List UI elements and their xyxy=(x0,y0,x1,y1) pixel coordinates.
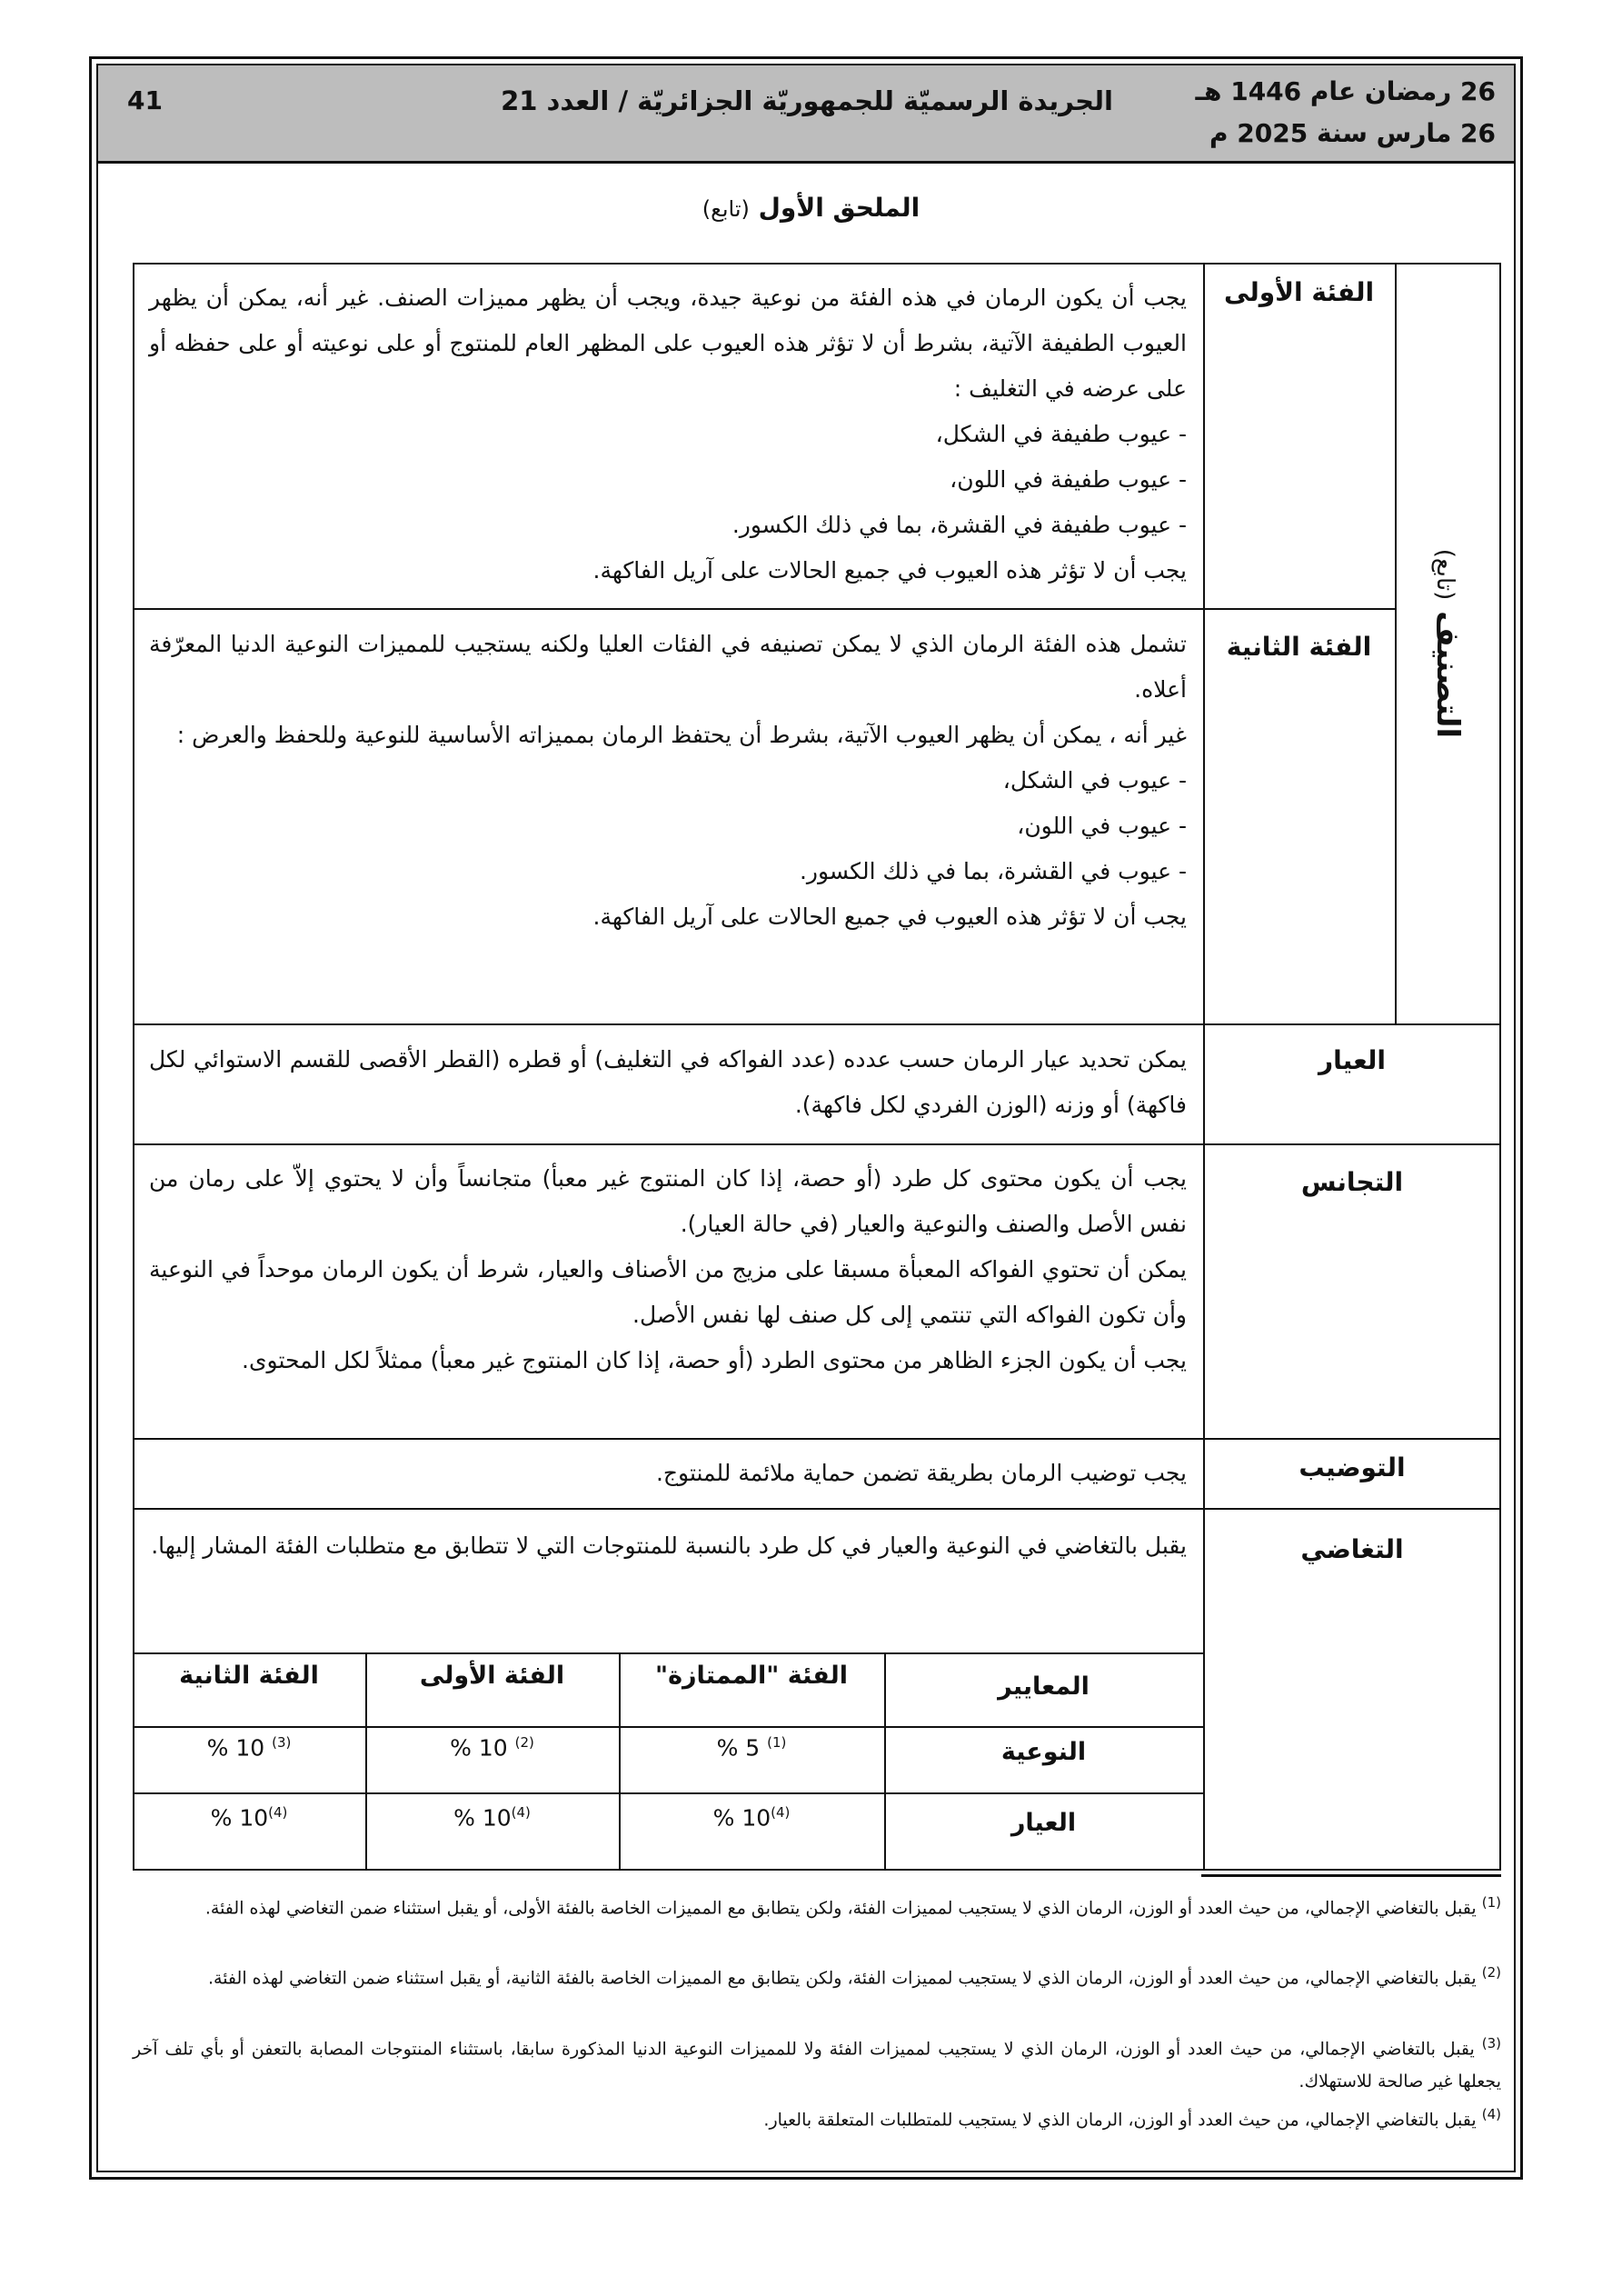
paragraph: يقبل بالتغاضي في النوعية والعيار في كل طرد بالنسبة للمنتوجات التي لا تتطابق مع متطلبات الفئة المشار إليها. xyxy=(151,1532,1187,1559)
divider xyxy=(133,608,1395,610)
footnote-ref: (4) xyxy=(268,1804,288,1821)
row-label-class-1: الفئة الأولى xyxy=(1223,277,1375,307)
tol-value: 10 % xyxy=(450,1734,508,1762)
tol-value: 10 % xyxy=(206,1734,265,1762)
footnote-ref: (3) xyxy=(272,1734,292,1751)
divider xyxy=(133,1652,1203,1654)
tol-cell xyxy=(133,1804,365,1831)
tol-header-extra: الفئة "الممتازة" xyxy=(655,1662,848,1690)
tol-cell xyxy=(619,1804,884,1831)
divider xyxy=(133,1023,1501,1025)
list-item: - عيوب في القشرة، بما في ذلك الكسور. xyxy=(799,858,1187,884)
footnote-text: يقبل بالتغاضي الإجمالي، من حيث العدد أو الوزن، الرمان الذي لا يستجيب لمميزات الفئة، ولكن يتطابق مع المميزات الخاصة بالفئة الأولى، أو يقبل استثناء ضمن التغاضي لهذه الفئة. xyxy=(204,1898,1477,1919)
row-content-packaging xyxy=(133,1443,1203,1503)
footnote-text: يقبل بالتغاضي الإجمالي، من حيث العدد أو الوزن، الرمان الذي لا يستجيب لمميزات الفئة، ولكن يتطابق مع المميزات الخاصة بالفئة الثانية، أو يقبل استثناء ضمن التغاضي لهذه الفئة. xyxy=(207,1968,1477,1989)
tol-value: 5 % xyxy=(716,1734,761,1762)
paragraph: تشمل هذه الفئة الرمان الذي لا يمكن تصنيفه في الفئات العليا ولكنه يستجيب للمميزات النوعية الدنيا المعرّفة أعلاه. xyxy=(149,631,1187,703)
footnote-separator xyxy=(1201,1874,1501,1877)
footnote-1 xyxy=(133,1886,1501,1924)
row-label-tolerance: التغاضي xyxy=(1300,1534,1404,1564)
page-number: 41 xyxy=(127,85,163,115)
paragraph: يجب أن يكون الجزء الظاهر من محتوى الطرد (أو حصة، إذا كان المنتوج غير معبأ) ممثلاً لكل المحتوى. xyxy=(242,1347,1187,1373)
tol-row-label-quality: النوعية xyxy=(1000,1738,1087,1766)
paragraph: يمكن تحديد عيار الرمان حسب عدده (عدد الفواكه في التغليف) أو قطره (القطر الأقصى للقسم الاستوائي لكل فاكهة) أو وزنه (الوزن الفردي لكل فاكهة). xyxy=(149,1046,1187,1118)
tol-cell xyxy=(365,1734,619,1761)
header-date xyxy=(1195,71,1496,155)
tol-header-class-1: الفئة الأولى xyxy=(419,1662,565,1690)
divider xyxy=(133,1726,1203,1728)
footnote-number: (2) xyxy=(1481,1964,1501,1981)
footnote-4 xyxy=(133,2098,1501,2136)
row-label-packaging: التوضيب xyxy=(1299,1452,1406,1482)
footnote-text: يقبل بالتغاضي الإجمالي، من حيث العدد أو الوزن، الرمان الذي لا يستجيب للمتطلبات المتعلقة بالعيار. xyxy=(763,2110,1477,2131)
side-label-suffix: (تابع) xyxy=(1431,548,1459,600)
footnote-ref: (2) xyxy=(514,1734,534,1751)
footnote-text: يقبل بالتغاضي الإجمالي، من حيث العدد أو الوزن، الرمان الذي لا يستجيب لمميزات الفئة ولا للمميزات النوعية الدنيا المذكورة سابقا، باستثناء المنتوجات المصابة بالتعفن أو بأي تلف آخر يجعلها غير صالحة للاستهلاك. xyxy=(133,2039,1501,2092)
divider xyxy=(133,1143,1501,1145)
row-content-uniformity xyxy=(133,1149,1203,1391)
annex-title-text: الملحق الأول xyxy=(758,193,920,223)
row-label-uniformity: التجانس xyxy=(1300,1167,1404,1197)
row-content-class-1 xyxy=(133,268,1203,601)
footnote-2 xyxy=(133,1956,1501,1994)
divider xyxy=(133,1792,1203,1794)
list-item: - عيوب طفيفة في اللون، xyxy=(950,466,1187,493)
footnote-number: (3) xyxy=(1481,2035,1502,2051)
tol-header-class-2: الفئة الثانية xyxy=(179,1662,319,1690)
row-label-class-2: الفئة الثانية xyxy=(1226,632,1372,662)
paragraph: يمكن أن تحتوي الفواكه المعبأة مسبقا على مزيج من الأصناف والعيار، شرط أن يكون الرمان موحداً في النوعية وأن تكون الفواكه التي تنتمي إلى كل صنف لها نفس الأصل. xyxy=(149,1256,1187,1328)
tol-cell xyxy=(133,1734,365,1761)
classification-side-label xyxy=(1395,263,1501,1023)
tol-row-label-size: العيار xyxy=(1010,1809,1077,1837)
date-hijri: 26 رمضان عام 1446 هـ xyxy=(1195,76,1496,106)
row-label-sizing: العيار xyxy=(1318,1045,1386,1075)
paragraph: يجب أن يكون الرمان في هذه الفئة من نوعية جيدة، ويجب أن يظهر مميزات الصنف. غير أنه، يمكن أن يظهر العيوب الطفيفة الآتية، بشرط أن لا تؤثر هذه العيوب على المظهر العام للمنتوج أو على نوعيته أو على حفظه أو على عرضه في التغليف : xyxy=(149,285,1187,402)
footnote-3 xyxy=(133,2027,1501,2098)
list-item: - عيوب طفيفة في القشرة، بما في ذلك الكسور. xyxy=(731,512,1187,538)
footnote-number: (1) xyxy=(1481,1894,1501,1911)
tol-cell xyxy=(365,1804,619,1831)
date-gregorian: 26 مارس سنة 2025 م xyxy=(1209,118,1496,148)
paragraph: غير أنه ، يمكن أن يظهر العيوب الآتية، بشرط أن يحتفظ الرمان بمميزاته الأساسية للنوعية وللحفظ والعرض : xyxy=(176,722,1187,748)
annex-suffix: (تابع) xyxy=(702,196,750,222)
tol-value: 10 % xyxy=(712,1804,771,1832)
tol-header-criteria: المعايير xyxy=(998,1672,1090,1701)
annex-title xyxy=(0,193,1622,223)
paragraph: يجب توضيب الرمان بطريقة تضمن حماية ملائمة للمنتوج. xyxy=(655,1460,1187,1486)
row-content-sizing xyxy=(133,1030,1203,1135)
tol-cell xyxy=(619,1734,884,1761)
list-item: - عيوب في الشكل، xyxy=(1002,767,1187,794)
footnote-number: (4) xyxy=(1481,2106,1501,2122)
footnote-ref: (4) xyxy=(511,1804,531,1821)
tol-value: 10 % xyxy=(210,1804,269,1832)
paragraph: يجب أن لا تؤثر هذه العيوب في جميع الحالات على آريل الفاكهة. xyxy=(592,557,1187,584)
gazette-title: الجريدة الرسميّة للجمهوريّة الجزائريّة / العدد 21 xyxy=(501,85,1113,116)
list-item: - عيوب طفيفة في الشكل، xyxy=(935,421,1187,447)
divider xyxy=(133,1438,1501,1440)
list-item: - عيوب في اللون، xyxy=(1017,813,1187,839)
paragraph: يجب أن يكون محتوى كل طرد (أو حصة، إذا كان المنتوج غير معبأ) متجانساً وأن لا يحتوي إلاّ على رمان من نفس الأصل والصنف والنوعية والعيار (في حالة العيار). xyxy=(149,1165,1187,1237)
page-header xyxy=(98,65,1514,164)
tol-value: 10 % xyxy=(453,1804,512,1832)
divider xyxy=(133,1508,1501,1510)
side-label-title: التصنيف xyxy=(1429,610,1467,738)
row-content-tolerance xyxy=(133,1516,1203,1576)
footnote-ref: (1) xyxy=(767,1734,787,1751)
paragraph: يجب أن لا تؤثر هذه العيوب في جميع الحالات على آريل الفاكهة. xyxy=(592,903,1187,930)
row-content-class-2 xyxy=(133,614,1203,947)
footnote-ref: (4) xyxy=(771,1804,791,1821)
